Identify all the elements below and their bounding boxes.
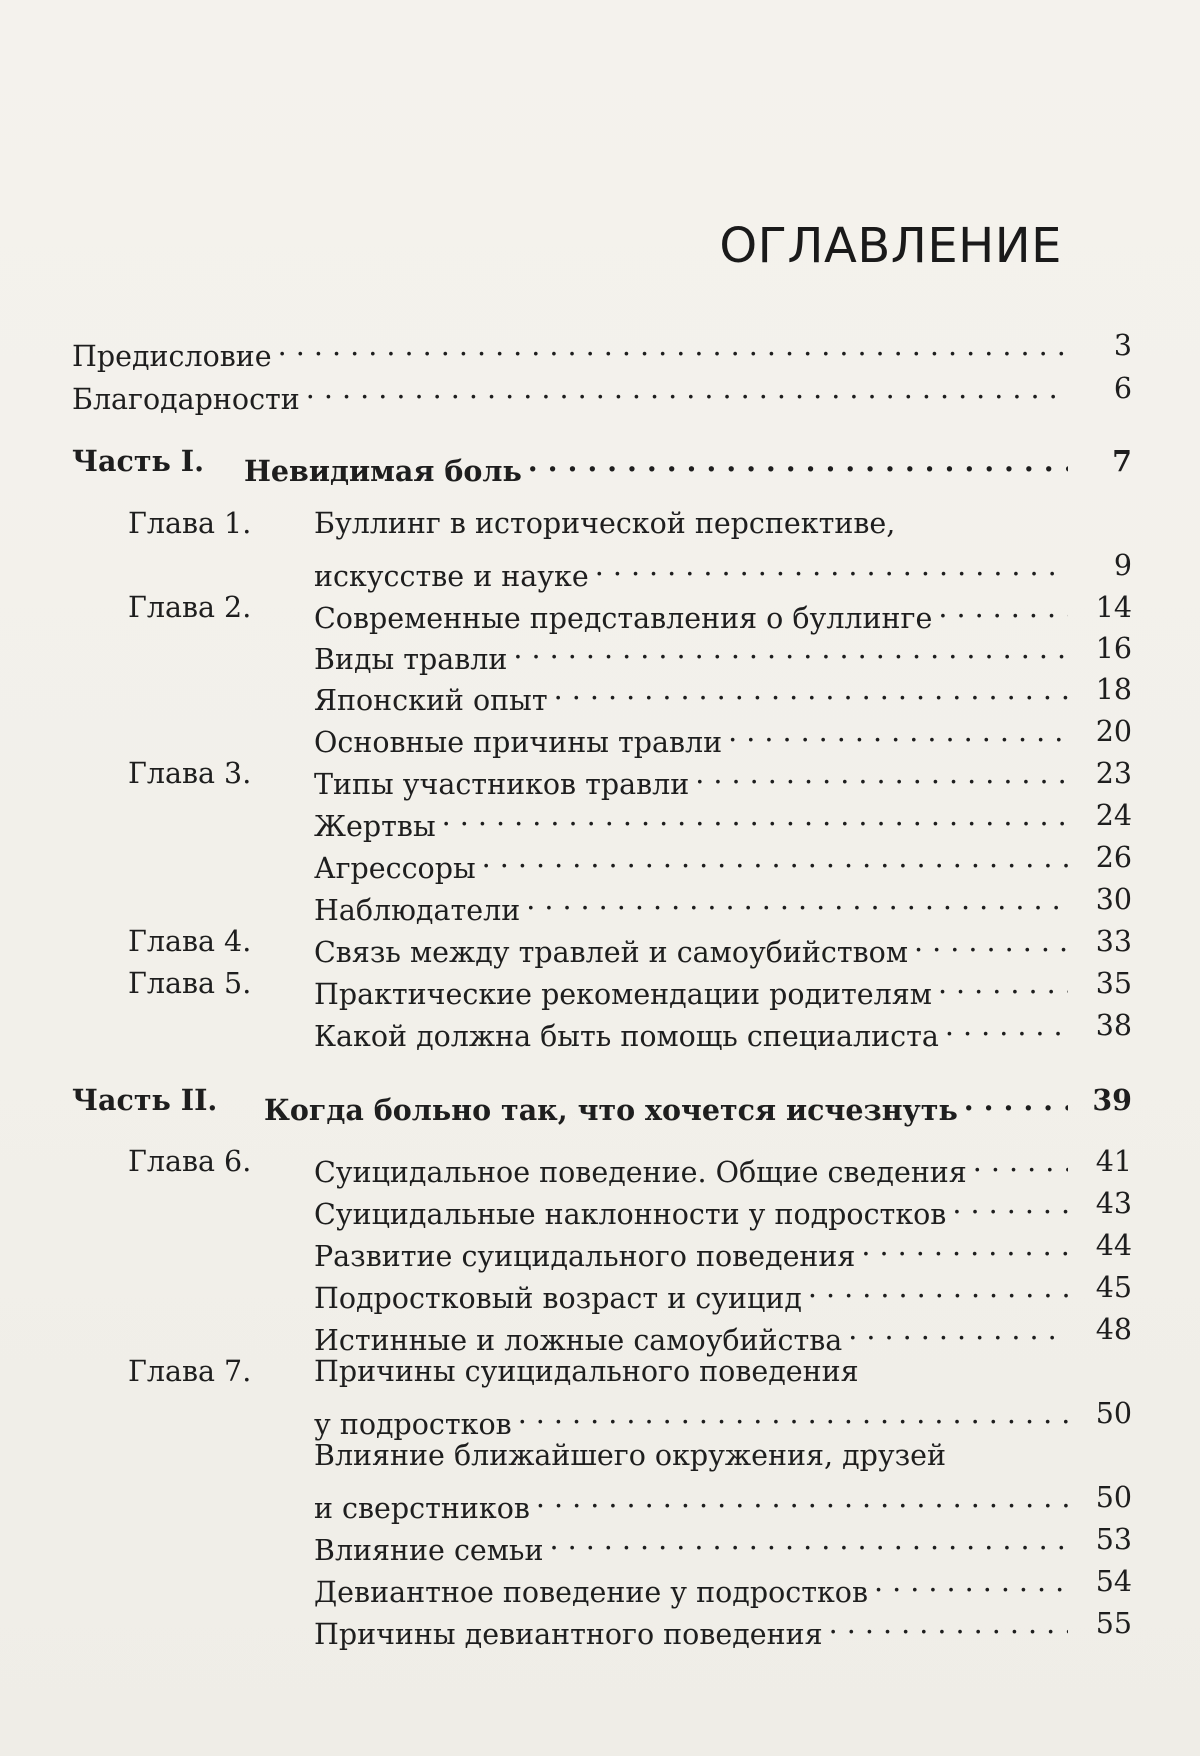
- dot-leader: [695, 754, 1068, 794]
- toc-page-number: 50: [1095, 1397, 1132, 1430]
- toc-entry-section: [314, 796, 1132, 843]
- dot-leader: [442, 796, 1068, 836]
- chapter-label: Глава 1.: [128, 507, 252, 540]
- toc-entry-section: [314, 1520, 1132, 1567]
- toc-page-number: 26: [1095, 841, 1132, 874]
- toc-entry-title: Предисловие: [72, 340, 272, 373]
- dot-leader: [536, 1478, 1068, 1518]
- toc-entry-chapter-4: [314, 922, 1132, 969]
- page-title: ОГЛАВЛЕНИЕ: [719, 218, 1062, 274]
- chapter-label: Глава 5.: [128, 967, 252, 1000]
- toc-entry-title: Японский опыт: [314, 684, 548, 717]
- toc-page-number: 24: [1095, 799, 1132, 832]
- dot-leader: [549, 1520, 1068, 1560]
- toc-entry-thanks: [72, 369, 1132, 416]
- toc-entry-title: Влияние семьи: [314, 1534, 544, 1567]
- dot-leader: [848, 1310, 1068, 1350]
- toc-entry-title: Какой должна быть помощь специалиста: [314, 1020, 939, 1053]
- toc-page-number: 14: [1095, 591, 1132, 624]
- toc-entry-section: [314, 1268, 1132, 1315]
- toc-page-number: 23: [1095, 757, 1132, 790]
- toc-entry-title: Основные причины травли: [314, 726, 723, 759]
- toc-page-number: 3: [1113, 329, 1132, 362]
- dot-leader: [938, 964, 1068, 1004]
- dot-leader: [874, 1562, 1068, 1602]
- dot-leader: [938, 588, 1068, 628]
- toc-entry-section: [314, 1604, 1132, 1651]
- part-label: Часть II.: [72, 1083, 218, 1117]
- toc-entry-section: [314, 670, 1132, 717]
- toc-entry-chapter-1: [314, 546, 1132, 593]
- dot-leader: [808, 1268, 1068, 1308]
- toc-entry-title: Причины девиантного поведения: [314, 1618, 823, 1651]
- toc-entry-title: Истинные и ложные самоубийства: [314, 1324, 843, 1357]
- toc-entry-title: и сверстников: [314, 1492, 530, 1525]
- dot-leader: [528, 441, 1068, 481]
- dot-leader: [513, 629, 1068, 669]
- toc-page-number: 38: [1095, 1009, 1132, 1042]
- toc-entry-title: Практические рекомендации родителям: [314, 978, 932, 1011]
- toc-entry-title: Суицидальные наклонности у подростков: [314, 1198, 947, 1231]
- toc-entry-chapter-5: [314, 964, 1132, 1011]
- toc-entry-section: [314, 1478, 1132, 1525]
- chapter-label: Глава 3.: [128, 757, 252, 790]
- chapter-label: Глава 4.: [128, 925, 252, 958]
- dot-leader: [829, 1604, 1068, 1644]
- toc-entry-title: Суицидальное поведение. Общие сведения: [314, 1156, 967, 1189]
- toc-entry-title: Типы участников травли: [314, 768, 690, 801]
- toc-entry-title: Подростковый возраст и суицид: [314, 1282, 802, 1315]
- toc-page-number: 6: [1113, 372, 1132, 405]
- dot-leader: [914, 922, 1068, 962]
- toc-entry-title: Благодарности: [72, 383, 300, 416]
- toc-page-number: 20: [1095, 715, 1132, 748]
- toc-entry-title: у подростков: [314, 1408, 512, 1441]
- toc-page-number: 45: [1095, 1271, 1132, 1304]
- toc-entry-title: Жертвы: [314, 810, 436, 843]
- toc-entry-title: Девиантное поведение у подростков: [314, 1576, 868, 1609]
- toc-entry-title: Виды травли: [314, 643, 508, 676]
- toc-entry-section: [314, 1006, 1132, 1053]
- toc-entry-section: [314, 629, 1132, 676]
- dot-leader: [728, 712, 1068, 752]
- toc-entry-section: [314, 880, 1132, 927]
- toc-page-number: 9: [1113, 549, 1132, 582]
- toc-entry-section: [314, 838, 1132, 885]
- toc-entry-title-line1: Влияние ближайшего окружения, друзей: [314, 1439, 947, 1472]
- toc-page-number: 50: [1095, 1481, 1132, 1514]
- toc-page-number: 44: [1095, 1229, 1132, 1262]
- dot-leader: [278, 326, 1068, 366]
- toc-page-number: 30: [1095, 883, 1132, 916]
- toc-entry-title: Современные представления о буллинге: [314, 602, 933, 635]
- toc-page-number: 39: [1092, 1083, 1132, 1117]
- toc-page-number: 43: [1095, 1187, 1132, 1220]
- toc-page-number: 48: [1095, 1313, 1132, 1346]
- toc-entry-title: искусстве и науке: [314, 560, 589, 593]
- dot-leader: [973, 1142, 1068, 1182]
- chapter-label: Глава 2.: [128, 591, 252, 624]
- toc-page-number: 16: [1095, 632, 1132, 665]
- dot-leader: [518, 1394, 1068, 1434]
- toc-entry-preface: [72, 326, 1132, 373]
- toc-entry-section: [314, 1562, 1132, 1609]
- toc-entry-title: Связь между травлей и самоубийством: [314, 936, 909, 969]
- toc-page-number: 53: [1095, 1523, 1132, 1556]
- toc-entry-title: Невидимая боль: [244, 454, 522, 488]
- toc-page-number: 33: [1095, 925, 1132, 958]
- toc-entry-title: Развитие суицидального поведения: [314, 1240, 856, 1273]
- toc-page-number: 35: [1095, 967, 1132, 1000]
- toc-entry-title: Наблюдатели: [314, 894, 521, 927]
- part-label: Часть I.: [72, 444, 205, 478]
- toc-page-number: 55: [1095, 1607, 1132, 1640]
- toc-entry-part-1: [244, 441, 1132, 488]
- toc-entry-title: Когда больно так, что хочется исчезнуть: [264, 1093, 958, 1127]
- toc-entry-chapter-6: [314, 1142, 1132, 1189]
- dot-leader: [526, 880, 1068, 920]
- dot-leader: [554, 670, 1068, 710]
- toc-entry-section: [314, 1226, 1132, 1273]
- toc-entry-part-2: [264, 1080, 1132, 1127]
- dot-leader: [964, 1080, 1068, 1120]
- toc-entry-chapter-7: [314, 1394, 1132, 1441]
- toc-page-number: 18: [1095, 673, 1132, 706]
- chapter-label: Глава 7.: [128, 1355, 252, 1388]
- toc-entry-chapter-2: [314, 588, 1132, 635]
- toc-page-number: 7: [1112, 444, 1132, 478]
- dot-leader: [482, 838, 1068, 878]
- toc-entry-title-line1: Причины суицидального поведения: [314, 1355, 859, 1388]
- dot-leader: [952, 1184, 1068, 1224]
- toc-entry-section: [314, 712, 1132, 759]
- toc-entry-section: [314, 1184, 1132, 1231]
- dot-leader: [861, 1226, 1068, 1266]
- toc-entry-title: Агрессоры: [314, 852, 476, 885]
- toc-entry-section: [314, 1310, 1132, 1357]
- dot-leader: [945, 1006, 1068, 1046]
- toc-entry-title-line1: Буллинг в исторической перспективе,: [314, 507, 896, 540]
- toc-page-number: 54: [1095, 1565, 1132, 1598]
- toc-page-number: 41: [1095, 1145, 1132, 1178]
- toc-entry-chapter-3: [314, 754, 1132, 801]
- chapter-label: Глава 6.: [128, 1145, 252, 1178]
- dot-leader: [595, 546, 1068, 586]
- dot-leader: [306, 369, 1068, 409]
